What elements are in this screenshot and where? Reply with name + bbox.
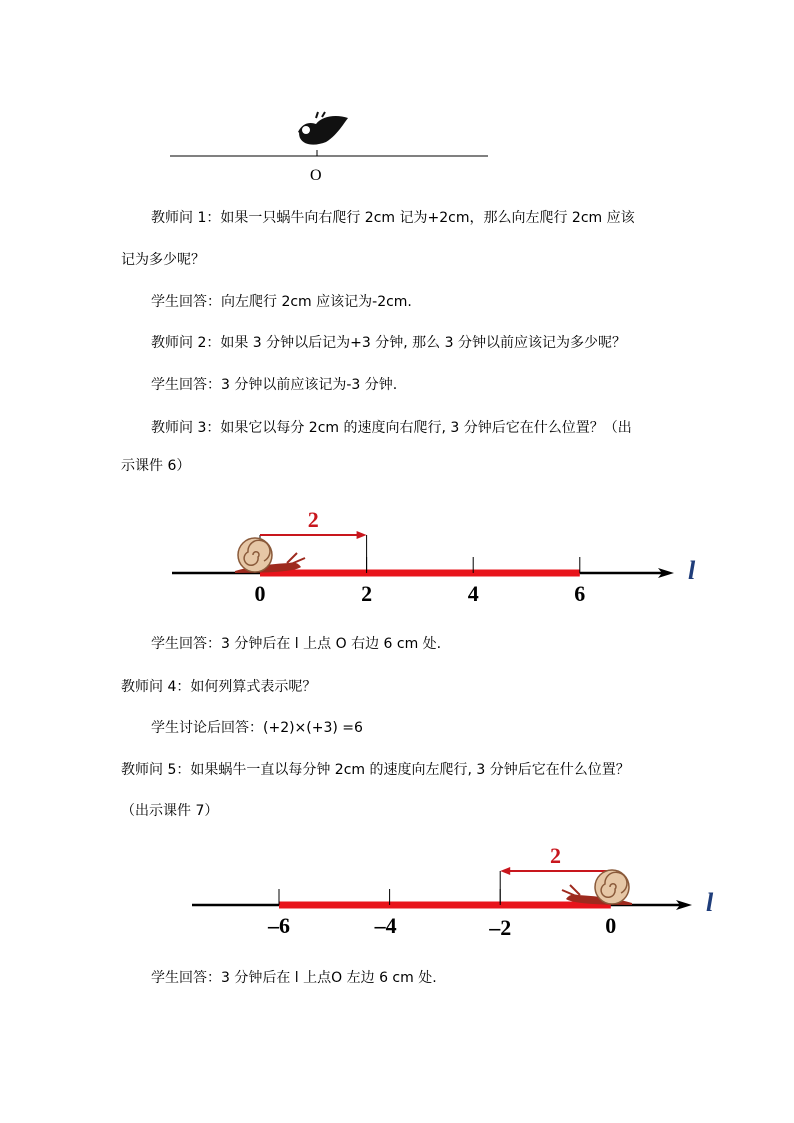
tick-label: 6 [574, 581, 586, 606]
teacher-question-4: 教师问 4：如何列算式表示呢？ [121, 679, 317, 695]
line-label: l [706, 888, 714, 917]
student-answer-2: 学生回答：3 分钟以前应该记为-3 分钟. [151, 377, 398, 393]
student-answer-3: 学生回答：3 分钟后在 l 上点 O 右边 6 cm 处. [151, 636, 442, 652]
teacher-question-1-line2: 记为多少呢？ [121, 252, 205, 268]
tick-label: –2 [489, 915, 512, 940]
teacher-question-3-line2: 示课件 6） [121, 458, 191, 474]
tick-label: 2 [361, 581, 373, 606]
teacher-question-5-line1: 教师问 5：如果蜗牛一直以每分钟 2cm 的速度向左爬行, 3 分钟后它在什么位置？ [121, 762, 630, 778]
arrow-label: 2 [307, 507, 319, 532]
teacher-question-1-line1: 教师问 1：如果一只蜗牛向右爬行 2cm 记为+2cm，那么向左爬行 2cm 应该 [151, 210, 635, 226]
red-segment [279, 902, 611, 909]
movement-arrowhead-icon [500, 867, 510, 875]
teacher-question-5-line2: （出示课件 7） [121, 803, 219, 819]
teacher-question-2: 教师问 2：如果 3 分钟以后记为+3 分钟, 那么 3 分钟以前应该记为多少呢？ [151, 335, 626, 351]
arrow-label: 2 [550, 843, 561, 868]
student-answer-4: 学生讨论后回答：(+2)×(+3) =6 [151, 720, 363, 736]
tick-label: 4 [467, 581, 479, 606]
line-label: l [688, 556, 696, 585]
origin-label: O [310, 167, 322, 184]
tick-label: –6 [268, 913, 290, 938]
student-answer-5: 学生回答：3 分钟后在 l 上点O 左边 6 cm 处. [151, 970, 437, 986]
tick-label: –4 [374, 913, 397, 938]
snail-icon [562, 870, 632, 905]
teacher-question-3-line1: 教师问 3：如果它以每分 2cm 的速度向右爬行, 3 分钟后它在什么位置？（出 [151, 420, 632, 436]
tick-label: 0 [254, 581, 266, 606]
tick-label: 0 [605, 913, 617, 938]
student-answer-1: 学生回答：向左爬行 2cm 应该记为-2cm. [151, 294, 412, 310]
